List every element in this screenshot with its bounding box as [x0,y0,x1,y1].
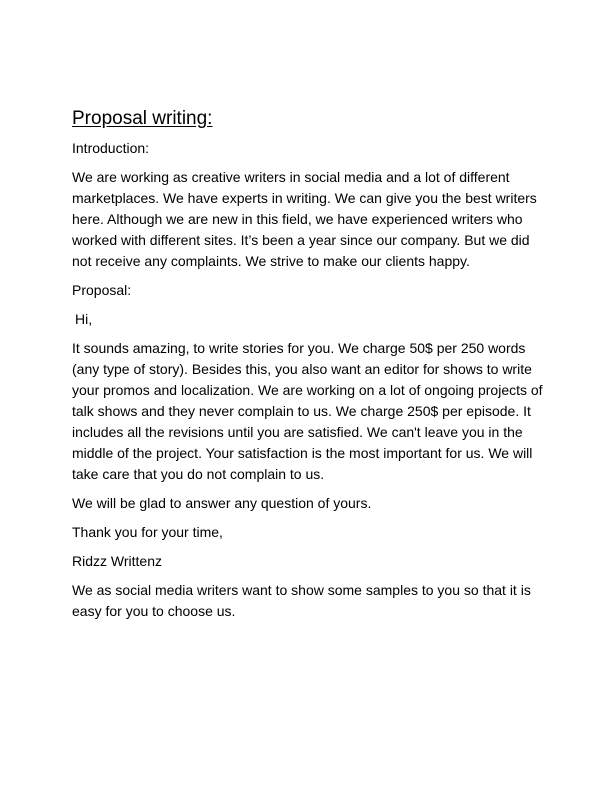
introduction-heading: Introduction: [72,140,150,156]
document-title: Proposal writing: [72,108,213,129]
proposal-paragraph: It sounds amazing, to write stories for you. We charge 50$ per 250 words (any type of story). Besides this, you also want an editor for shows to write your promos and localization. We are working on a lot of ongoing projects of talk shows and they never complain to us. We charge 250$ per episode. It includes all the revisions until you are satisfied. We can't leave you in the middle of the project. Your satisfaction is the most important for us. We will take care that you do not complain to us. [72,340,543,482]
greeting-line: Hi, [75,311,93,327]
introduction-paragraph: We are working as creative writers in social media and a lot of different marketplaces. We have experts in writing. We can give you the best writers here. Although we are new in this field, we have experienced writers who worked with different sites. It’s been a year since our company. But we did not receive any complaints. We strive to make our clients happy. [72,169,537,269]
proposal-heading: Proposal: [72,282,132,298]
closing-line: We will be glad to answer any question of yours. [72,495,372,511]
document-page [72,106,550,630]
samples-note: We as social media writers want to show some samples to you so that it is easy for you to choose us. [72,582,531,619]
thanks-line: Thank you for your time, [72,524,223,540]
signature: Ridzz Writtenz [72,553,162,569]
